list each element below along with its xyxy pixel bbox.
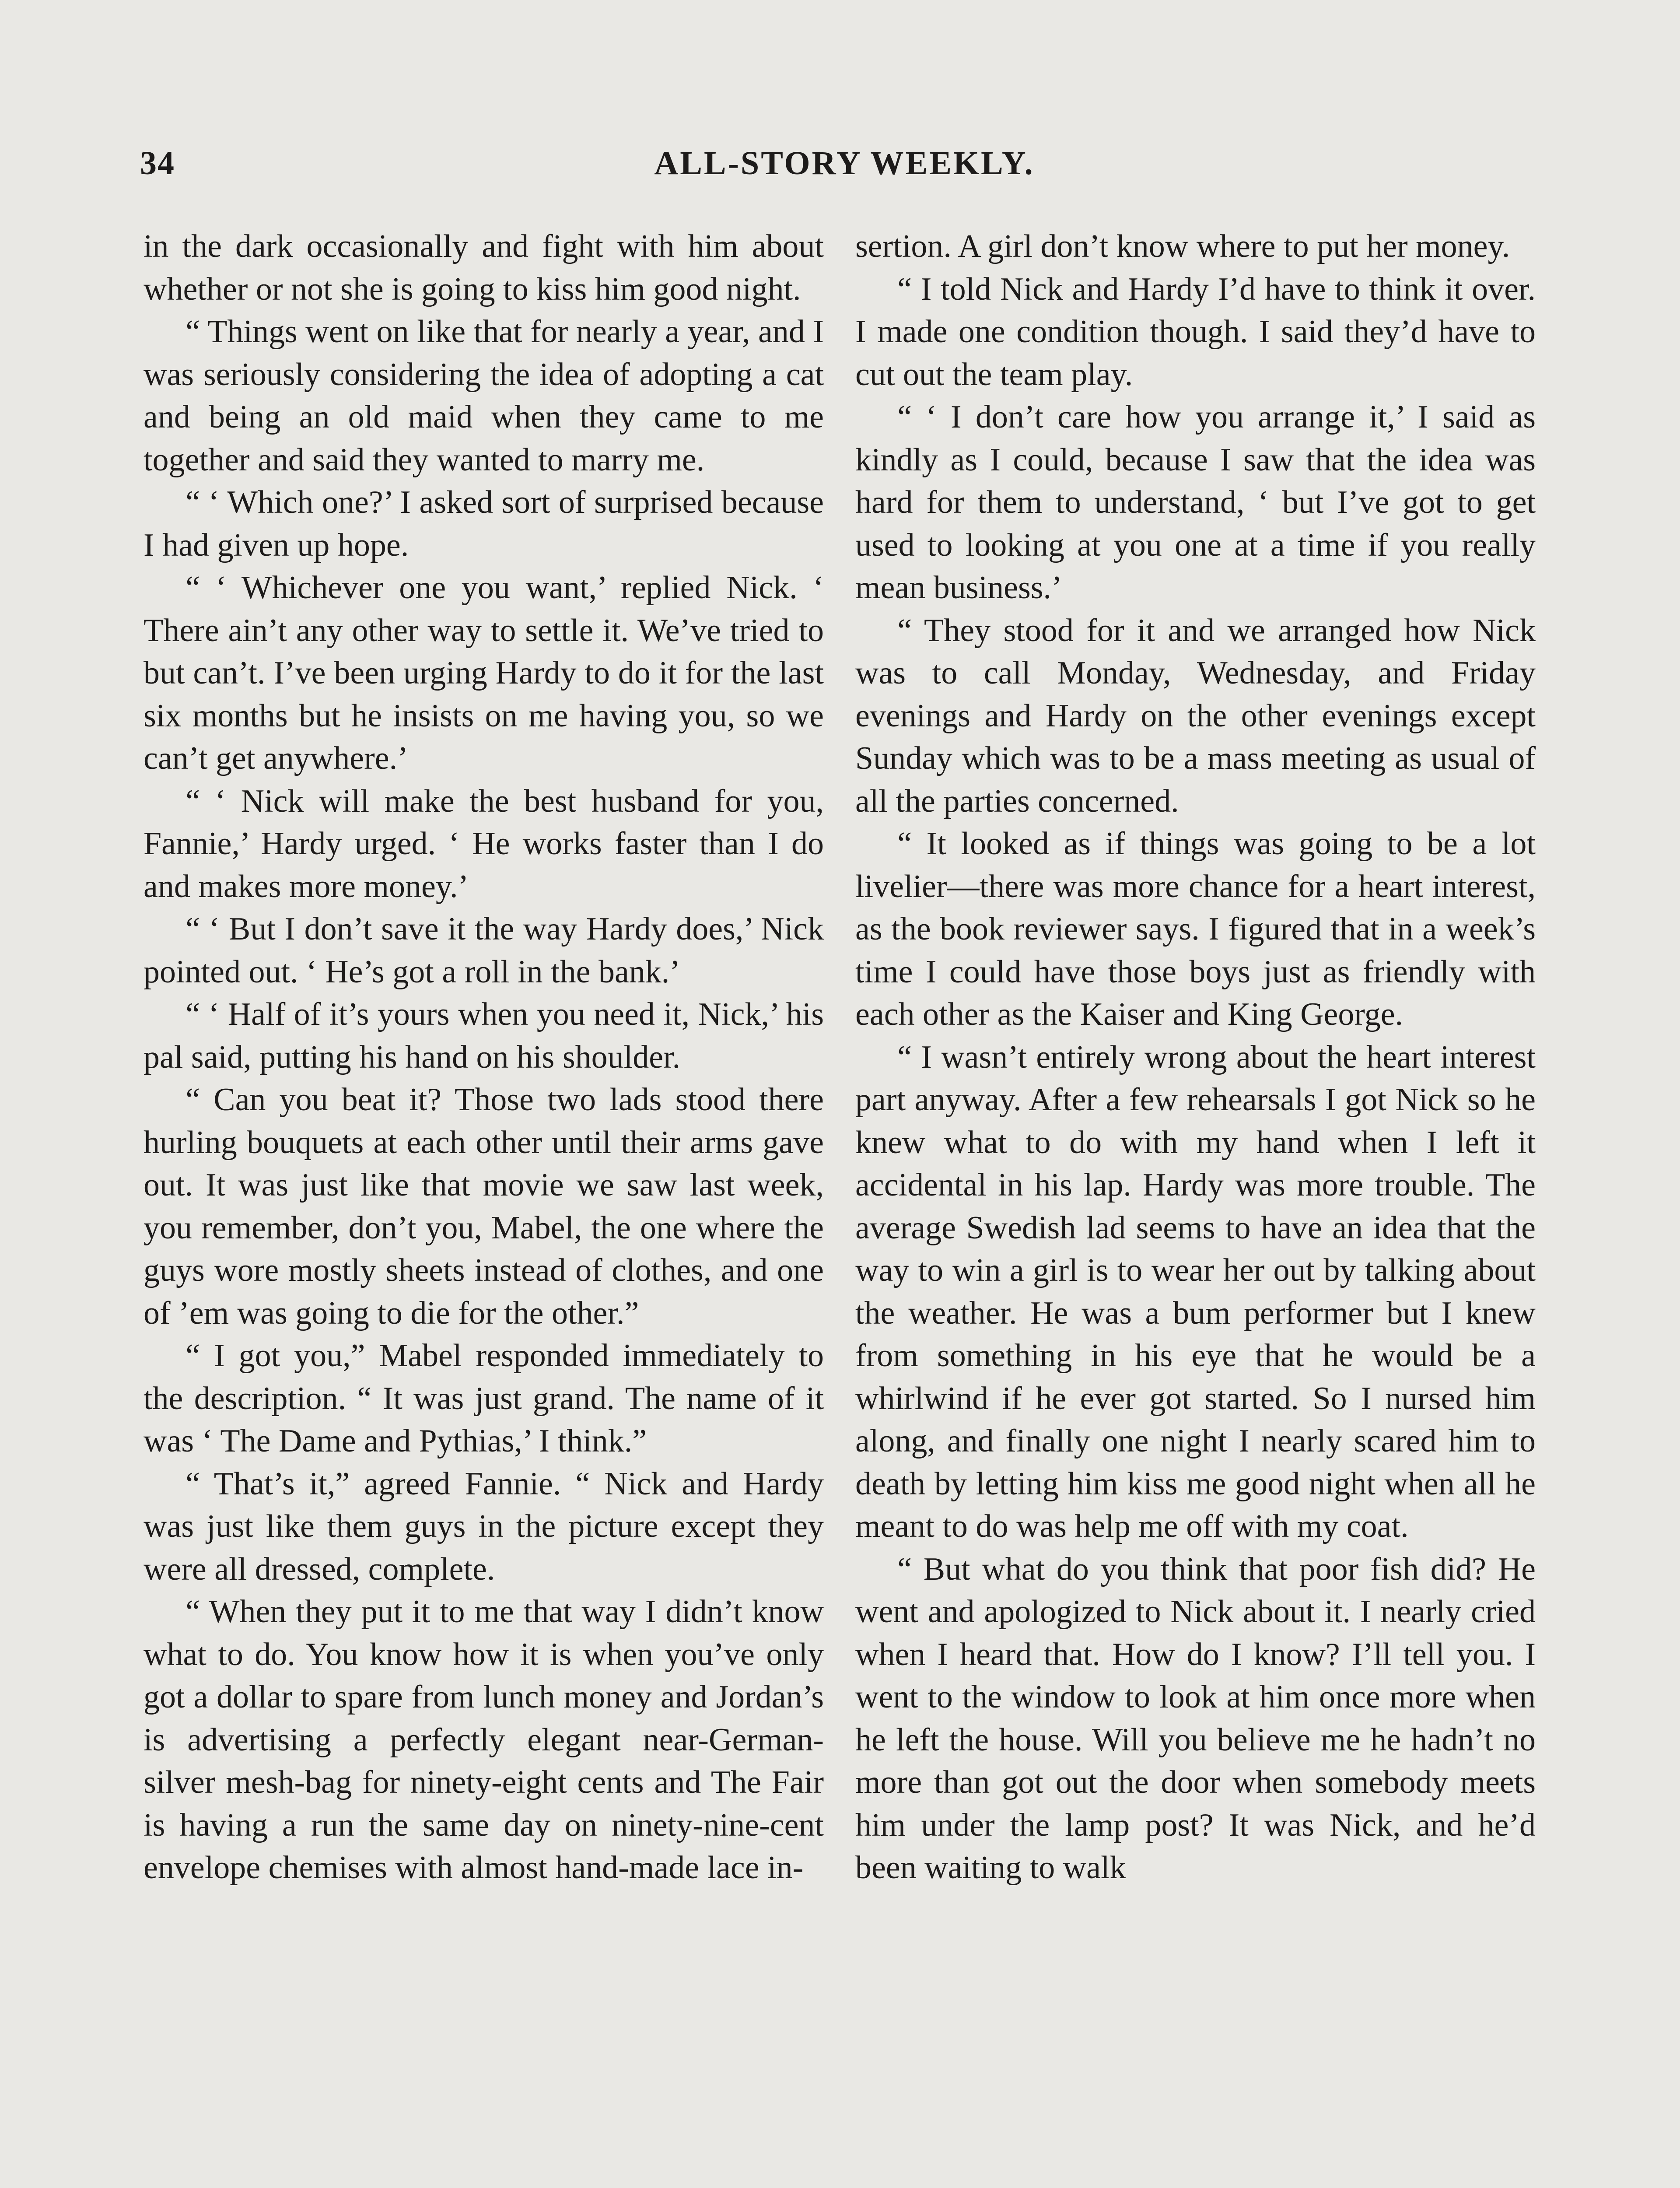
paragraph: “ That’s it,” agreed Fannie. “ Nick and Hardy was just like them guys in the picture except they were all dressed, complete. — [144, 1466, 824, 1587]
paragraph: “ ‘ I don’t care how you arrange it,’ I said as kindly as I could, because I saw that the idea was hard for them to understand, ‘ but I’ve got to get used to looking at you one at a time if you really mean business.’ — [855, 399, 1536, 606]
paragraph: “ I got you,” Mabel responded immediately to the description. “ It was just grand. The name of it was ‘ The Dame and Pythias,’ I think.” — [144, 1338, 824, 1459]
right-column — [855, 225, 1536, 1890]
paragraph: “ I wasn’t entirely wrong about the heart interest part anyway. After a few rehearsals I got Nick so he knew what to do with my hand when I left it accidental in his lap. Hardy was more trouble. The average Swedish lad seems to have an idea that the way to win a girl is to wear her out by talking about the weather. He was a bum performer but I knew from something in his eye that he would be a whirlwind if he ever got started. So I nursed him along, and finally one night I nearly scared him to death by letting him kiss me good night when all he meant to do was help me off with my coat. — [855, 1039, 1536, 1544]
left-column — [144, 225, 824, 1890]
paragraph: sertion. A girl don’t know where to put her money. — [855, 228, 1510, 264]
page-number: 34 — [140, 145, 175, 182]
paragraph: “ But what do you think that poor fish did? He went and apologized to Nick about it. I nearly cried when I heard that. How do I know? I’ll tell you. I went to the window to look at him once more when he left the house. Will you believe me he hadn’t no more than got out the door when somebody meets him under the lamp post? It was Nick, and he’d been waiting to walk — [855, 1551, 1536, 1886]
paragraph: “ Things went on like that for nearly a year, and I was seriously considering the idea of adopting a cat and being an old maid when they came to me together and said they wanted to marry me. — [144, 314, 824, 478]
paragraph: “ ‘ Half of it’s yours when you need it, Nick,’ his pal said, putting his hand on his shoulder. — [144, 996, 824, 1075]
paragraph: “ Can you beat it? Those two lads stood there hurling bouquets at each other until their arms gave out. It was just like that movie we saw last week, you remember, don’t you, Mabel, the one where the guys wore mostly sheets instead of clothes, and one of ’em was going to die for the other.” — [144, 1082, 824, 1331]
paragraph: “ ‘ Nick will make the best husband for you, Fannie,’ Hardy urged. ‘ He works faster than I do and makes more money.’ — [144, 783, 824, 905]
paragraph: “ I told Nick and Hardy I’d have to think it over. I made one condition though. I said they’d have to cut out the team play. — [855, 271, 1536, 393]
paragraph: “ ‘ Which one?’ I asked sort of surprised because I had given up hope. — [144, 484, 824, 563]
page-header — [140, 144, 1549, 201]
paragraph: in the dark occasionally and fight with him about whether or not she is going to kiss him good night. — [144, 228, 824, 307]
paragraph: “ ‘ Whichever one you want,’ replied Nick. ‘ There ain’t any other way to settle it. We’ve tried to but can’t. I’ve been urging Hardy to do it for the last six months but he insists on me having you, so we can’t get anywhere.’ — [144, 570, 824, 776]
paragraph: “ It looked as if things was going to be a lot livelier—there was more chance for a heart interest, as the book reviewer says. I figured that in a week’s time I could have those boys just as friendly with each other as the Kaiser and King George. — [855, 826, 1536, 1032]
paragraph: “ ‘ But I don’t save it the way Hardy does,’ Nick pointed out. ‘ He’s got a roll in the bank.’ — [144, 911, 824, 990]
paragraph: “ They stood for it and we arranged how Nick was to call Monday, Wednesday, and Friday evenings and Hardy on the other evenings except Sunday which was to be a mass meeting as usual of all the parties concerned. — [855, 612, 1536, 819]
paragraph: “ When they put it to me that way I didn’t know what to do. You know how it is when you’ve only got a dollar to spare from lunch money and Jordan’s is advertising a perfectly elegant near-German-silver mesh-bag for ninety-eight cents and The Fair is having a run the same day on ninety-nine-cent envelope chemises with almost hand-made lace in- — [144, 1594, 824, 1886]
magazine-title: ALL-STORY WEEKLY. — [654, 145, 1035, 182]
